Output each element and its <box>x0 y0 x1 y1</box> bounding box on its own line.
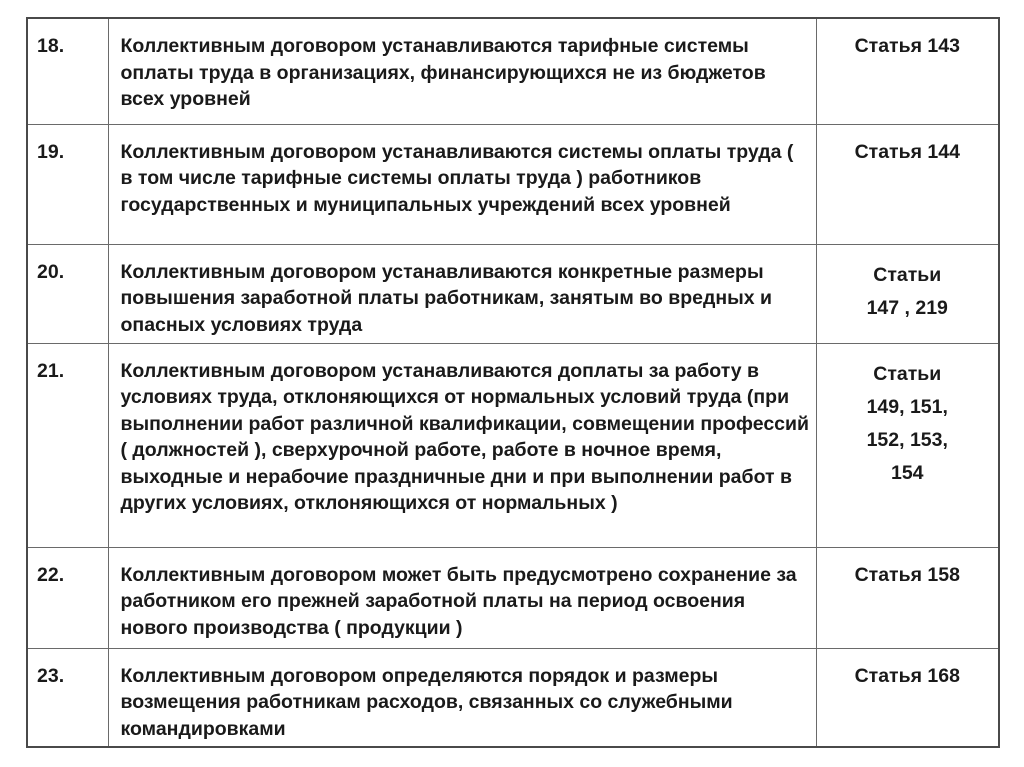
row-number: 20. <box>27 244 108 343</box>
article-reference-line: Статья 143 <box>854 35 960 57</box>
row-number: 21. <box>27 343 108 547</box>
table-row <box>27 244 999 343</box>
article-reference-line: 147 , 219 <box>866 296 948 319</box>
article-reference <box>816 18 999 124</box>
article-reference <box>816 547 999 648</box>
row-number: 22. <box>27 547 108 648</box>
row-text: Коллективным договором устанавливаются конкретные размеры повышения заработной платы работникам, занятым во вредных и опасных условиях труда <box>108 244 816 343</box>
table-row <box>27 124 999 244</box>
article-reference-line: Статья 168 <box>854 664 960 687</box>
article-reference-line: Статьи <box>873 362 942 385</box>
row-text: Коллективным договором устанавливаются доплаты за работу в условиях труда, отклоняющихся от нормальных условий труда (при выполнении работ различной квалификации, совмещении профессий ( должностей ), сверхурочной работе, работе в ночное время, выходные и нерабочие праздничные дни и при выполнении работ в других условиях, отклоняющихся от нормальных ) <box>108 343 816 547</box>
row-number: 23. <box>27 648 108 747</box>
article-reference-line: Статья 158 <box>854 563 960 586</box>
articles-table <box>26 17 1000 748</box>
table-row <box>27 343 999 547</box>
article-reference <box>816 343 999 547</box>
table-row <box>27 18 999 124</box>
article-reference-line: 154 <box>890 461 924 484</box>
row-text: Коллективным договором может быть предусмотрено сохранение за работником его прежней заработной платы на период освоения нового производства ( продукции ) <box>108 547 816 648</box>
article-reference <box>816 648 999 747</box>
article-reference-line: Статьи <box>873 263 942 286</box>
row-number: 19. <box>27 124 108 244</box>
article-reference-line: Статья 144 <box>854 140 960 163</box>
article-reference <box>816 244 999 343</box>
table-row <box>27 547 999 648</box>
row-text: Коллективным договором устанавливаются тарифные системы оплаты труда в организациях, финансирующихся не из бюджетов всех уровней <box>108 18 816 124</box>
row-number: 18. <box>27 18 108 124</box>
article-reference-line: 149, 151, <box>866 395 948 418</box>
row-text: Коллективным договором определяются порядок и размеры возмещения работникам расходов, связанных со служебными командировками <box>108 648 816 747</box>
row-text: Коллективным договором устанавливаются системы оплаты труда ( в том числе тарифные системы оплаты труда ) работников государственных и муниципальных учреждений всех уровней <box>108 124 816 244</box>
article-reference-line: 152, 153, <box>866 428 948 451</box>
article-reference <box>816 124 999 244</box>
table-row <box>27 648 999 747</box>
